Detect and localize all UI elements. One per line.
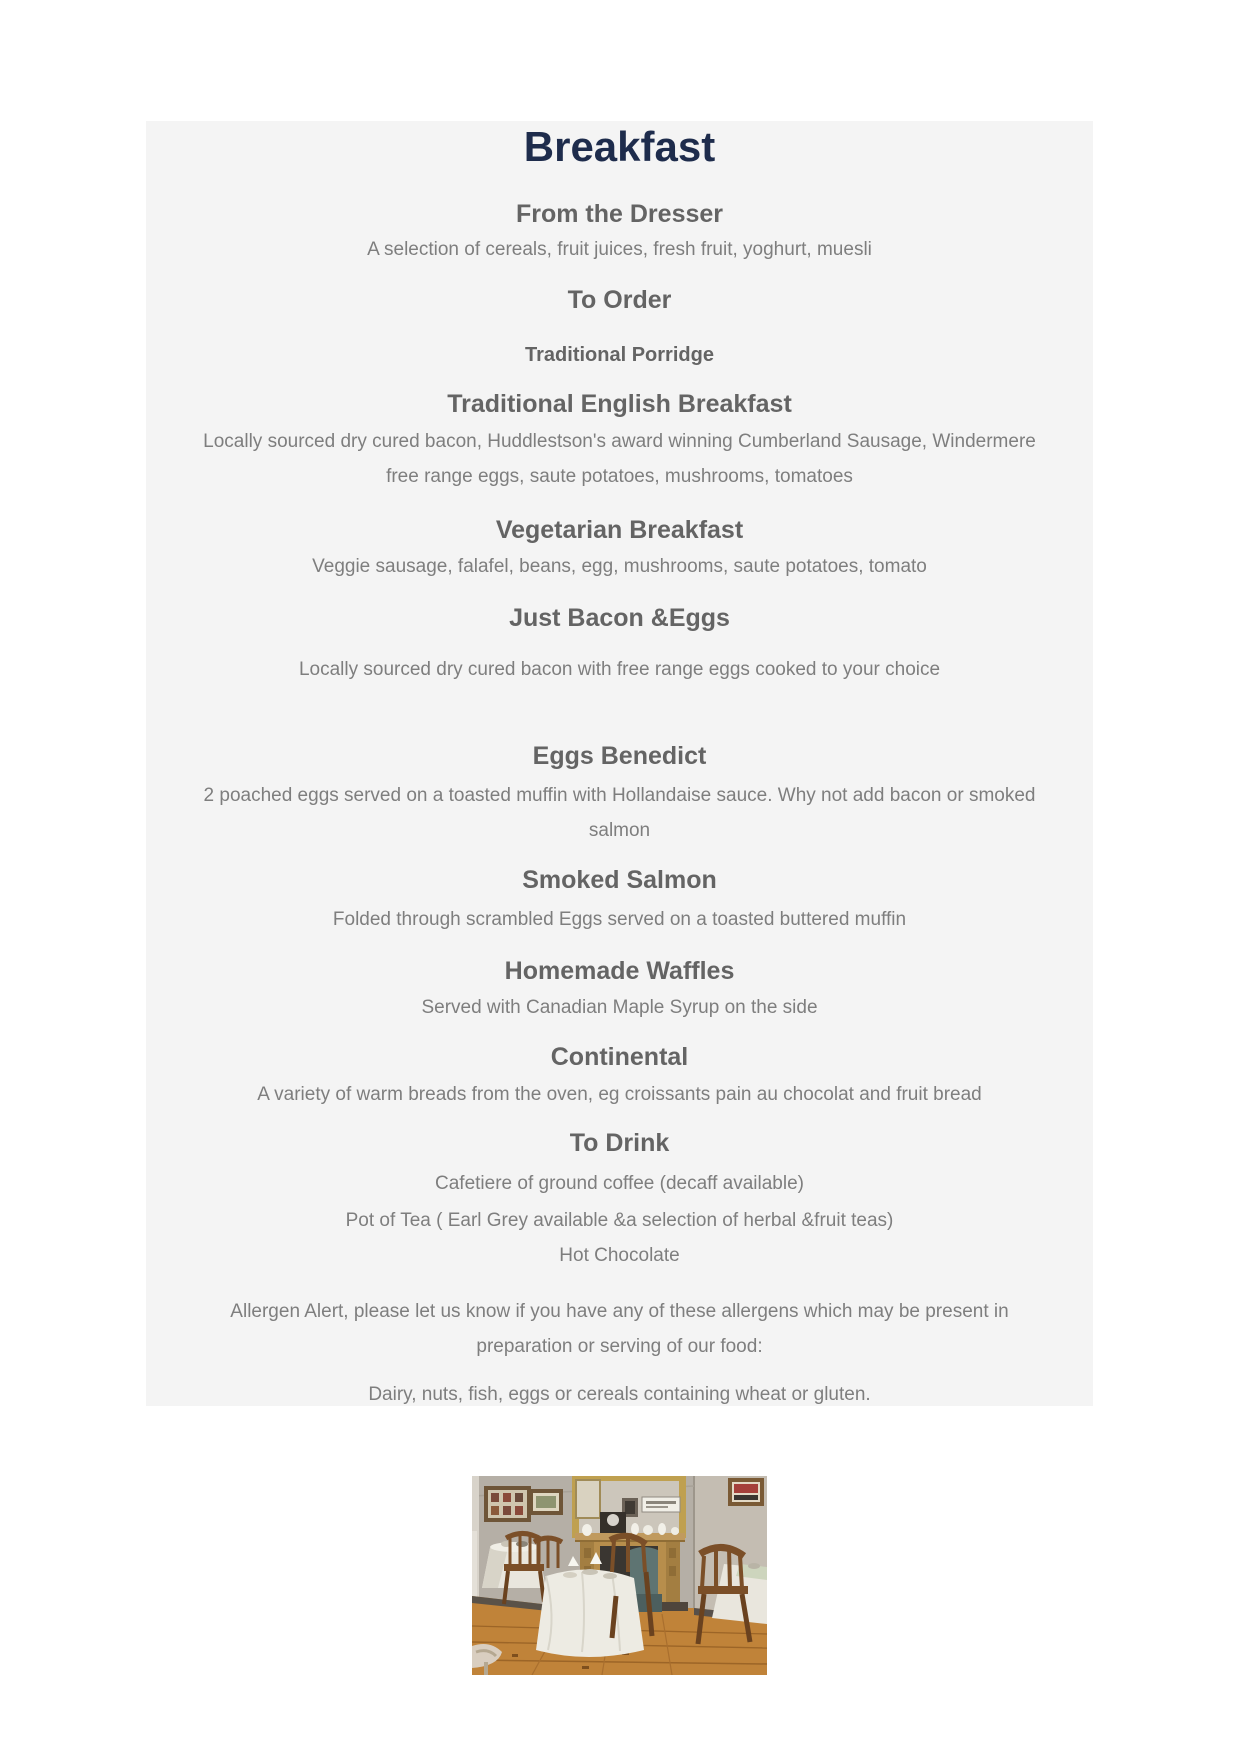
allergen-notice	[146, 1294, 1093, 1364]
description-eggs-benedict	[146, 778, 1093, 848]
heading-traditional-english-breakfast: Traditional English Breakfast	[447, 390, 792, 418]
dining-room-illustration	[472, 1476, 767, 1675]
menu-panel	[146, 121, 1093, 1406]
allergen-notice-text: Allergen Alert, please let us know if you have any of these allergens which may be present in preparation or serving of our food:	[230, 1301, 1009, 1357]
heading-from-the-dresser: From the Dresser	[515, 200, 724, 228]
item-traditional-porridge: Traditional Porridge	[525, 344, 714, 366]
description-smoked-salmon	[146, 905, 1093, 935]
heading-vegetarian-breakfast: Vegetarian Breakfast	[495, 516, 744, 544]
description-text: Served with Canadian Maple Syrup on the side	[421, 997, 818, 1018]
allergen-list: Dairy, nuts, fish, eggs or cereals containing wheat or gluten.	[368, 1384, 871, 1405]
description-homemade-waffles	[146, 993, 1093, 1023]
description-vegetarian-breakfast	[146, 552, 1093, 582]
dining-room-photo	[472, 1476, 767, 1675]
description-text: Folded through scrambled Eggs served on a toasted buttered muffin	[332, 909, 907, 930]
drink-option-hot-chocolate: Hot Chocolate	[559, 1245, 680, 1266]
description-text: Veggie sausage, falafel, beans, egg, mushrooms, saute potatoes, tomato	[312, 556, 927, 577]
centre-chair-left	[534, 1538, 562, 1568]
description-text: 2 poached eggs served on a toasted muffin with Hollandaise sauce. Why not add bacon or smoked salmon	[203, 785, 1036, 841]
heading-to-drink: To Drink	[569, 1129, 670, 1157]
description-just-bacon-and-eggs	[146, 655, 1093, 685]
description-text: Locally sourced dry cured bacon with free range eggs cooked to your choice	[298, 659, 941, 680]
page-title: Breakfast	[523, 123, 716, 170]
description-from-the-dresser: A selection of cereals, fruit juices, fresh fruit, yoghurt, muesli	[367, 239, 872, 260]
drink-option-tea: Pot of Tea ( Earl Grey available &a selection of herbal &fruit teas)	[345, 1210, 894, 1231]
heading-just-bacon-and-eggs: Just Bacon &Eggs	[509, 604, 730, 632]
heading-to-order: To Order	[567, 286, 672, 314]
description-traditional-english-breakfast	[146, 424, 1093, 494]
heading-eggs-benedict: Eggs Benedict	[532, 742, 707, 770]
heading-homemade-waffles: Homemade Waffles	[504, 957, 735, 985]
heading-continental: Continental	[550, 1043, 689, 1071]
heading-smoked-salmon: Smoked Salmon	[522, 866, 717, 894]
drink-option-coffee: Cafetiere of ground coffee (decaff available)	[435, 1173, 804, 1194]
description-text: Locally sourced dry cured bacon, Huddlestson's award winning Cumberland Sausage, Windermere free range eggs, saute potatoes, mushrooms, tomatoes	[203, 431, 1036, 487]
description-text: A variety of warm breads from the oven, eg croissants pain au chocolat and fruit bread	[257, 1084, 982, 1105]
description-continental	[146, 1080, 1093, 1110]
